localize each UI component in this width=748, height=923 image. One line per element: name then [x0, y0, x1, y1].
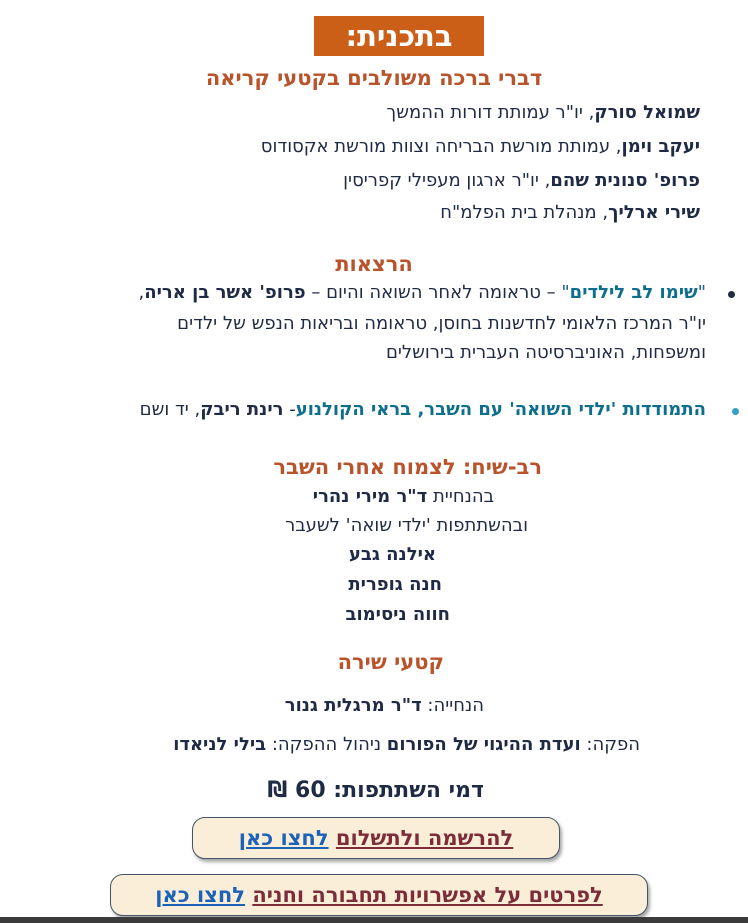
transport-button-text[interactable]: לפרטים על אפשרויות תחבורה וחניה [252, 883, 603, 907]
speaker-line [387, 102, 700, 123]
quote-mark: " [561, 282, 570, 303]
lecture-1-line-2: יו"ר המרכז הלאומי לחדשנות בחוסן, טראומה ובריאות הנפש של ילדים [177, 313, 706, 334]
lecture-2-speaker: רינת ריבק [200, 399, 284, 420]
transport-info-button[interactable] [110, 874, 648, 916]
bullet-icon [728, 291, 735, 298]
lecture-1-speaker: פרופ' אשר בן אריה [144, 282, 306, 303]
production-line [173, 734, 640, 755]
program-heading: בתכנית: [314, 16, 484, 56]
production-committee: ועדת ההיגוי של הפורום [386, 734, 581, 755]
speaker-line [343, 170, 700, 191]
speaker-role: , מנהלת בית הפלמ"ח [440, 202, 609, 223]
lecture-1-line-1 [139, 282, 706, 303]
panel-title: רב-שיח: לצמוח אחרי השבר [273, 455, 542, 479]
management-prefix: ניהול ההפקה: [266, 734, 387, 755]
speaker-line [261, 136, 700, 157]
poetry-host-line [285, 695, 484, 716]
production-prefix: הפקה: [580, 734, 640, 755]
comma: , [138, 282, 145, 303]
speaker-role: , יו"ר עמותת דורות ההמשך [386, 102, 595, 123]
speaker-role: , יו"ר ארגון מעפילי קפריסין [343, 170, 551, 191]
host-prefix: הנחייה: [421, 695, 484, 716]
panel-participant: חווה ניסימוב [345, 604, 450, 625]
lecture-2-org: , יד ושם [139, 399, 201, 420]
register-link[interactable]: לחצו כאן [238, 826, 329, 850]
bottom-edge-bar [0, 917, 748, 923]
lecture-1-topic: שימו לב לילדים [569, 282, 698, 303]
panel-participant: חנה גופרית [348, 574, 442, 595]
bullet-icon [732, 408, 739, 415]
lecture-2-line [140, 399, 706, 420]
lecture-1-desc: – טראומה לאחר השואה והיום – [305, 282, 562, 303]
speaker-name: פרופ' סנונית שהם [550, 170, 700, 191]
panel-moderator: ד"ר מירי נהרי [312, 486, 428, 507]
speaker-role: , עמותת מורשת הבריחה וצוות מורשת אקסודוס [260, 136, 622, 157]
panel-moderator-line [313, 486, 494, 507]
speaker-name: שמואל סורק [594, 102, 700, 123]
speaker-line [440, 202, 700, 223]
speaker-name: שירי ארליך [608, 202, 700, 223]
participation-fee: דמי השתתפות: 60 ₪ [267, 778, 484, 803]
production-manager: בילי לניאדו [173, 734, 267, 755]
poetry-host: ד"ר מרגלית גנור [284, 695, 422, 716]
register-button[interactable] [192, 817, 560, 859]
poetry-title: קטעי שירה [337, 650, 444, 674]
moderator-prefix: בהנחיית [427, 486, 494, 507]
speaker-name: יעקב וימן [621, 136, 700, 157]
dash: - [283, 399, 296, 420]
lecture-2-topic: התמודדות 'ילדי השואה' עם השבר, בראי הקולנוע [295, 399, 706, 420]
transport-link[interactable]: לחצו כאן [155, 883, 246, 907]
panel-with-line: ובהשתתפות 'ילדי שואה' לשעבר [285, 515, 528, 536]
register-button-text[interactable]: להרשמה ולתשלום [335, 826, 514, 850]
greetings-title: דברי ברכה משולבים בקטעי קריאה [205, 66, 543, 90]
panel-participant: אילנה גבע [348, 544, 436, 565]
lecture-1-line-3: ומשפחות, האוניברסיטה העברית בירושלים [385, 342, 706, 363]
quote-mark: " [697, 282, 706, 303]
lectures-title: הרצאות [335, 252, 413, 276]
